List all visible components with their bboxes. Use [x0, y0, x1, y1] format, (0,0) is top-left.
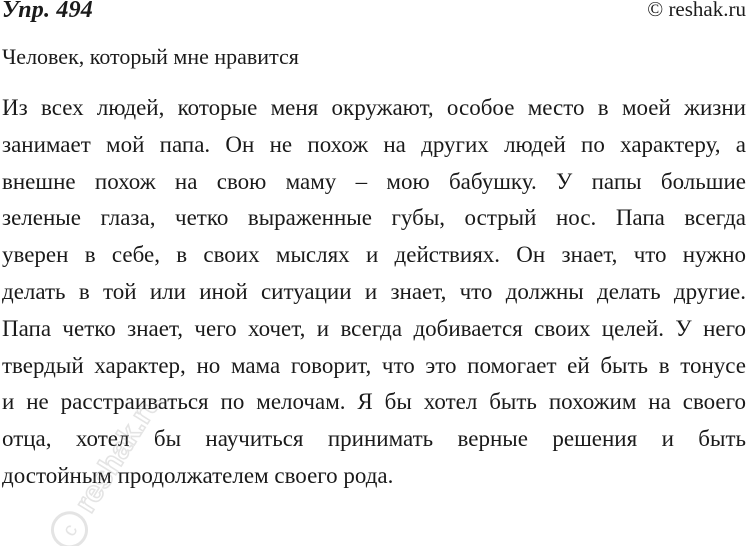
essay-line: внешне похож на свою маму – мою бабушку. У папы большие	[2, 168, 746, 194]
essay-line: занимает мой папа. Он не похож на других людей по характеру, а	[2, 131, 746, 157]
svg-text:c: c	[58, 520, 83, 541]
essay-line: уверен в себе, в своих мыслях и действиях. Он знает, что нужно	[2, 242, 746, 268]
essay-title: Человек, который мне нравится	[2, 44, 299, 69]
essay-line: зеленые глаза, четко выраженные губы, острый нос. Папа всегда	[2, 205, 746, 231]
essay-line: достойным продолжателем своего рода.	[2, 462, 394, 488]
copyright-source: © reshak.ru	[647, 0, 746, 21]
essay-body	[2, 90, 746, 495]
exercise-number: Упр. 494	[2, 0, 93, 23]
essay-line: Из всех людей, которые меня окружают, особое место в моей жизни	[2, 95, 746, 120]
essay-line: отца, хотел бы научиться принимать верные решения и быть	[2, 426, 746, 452]
svg-text:reshak.ru: reshak.ru	[68, 400, 169, 519]
essay-line: и не расстраиваться по мелочам. Я бы хотел быть похожим на своего	[2, 389, 746, 415]
essay-line: Папа четко знает, чего хочет, и всегда добивается своих целей. У него	[2, 315, 746, 341]
essay-line: делать в той или иной ситуации и знает, что должны делать другие.	[2, 278, 746, 304]
essay-line: твердый характер, но мама говорит, что это помогает ей быть в тонусе	[2, 352, 746, 378]
